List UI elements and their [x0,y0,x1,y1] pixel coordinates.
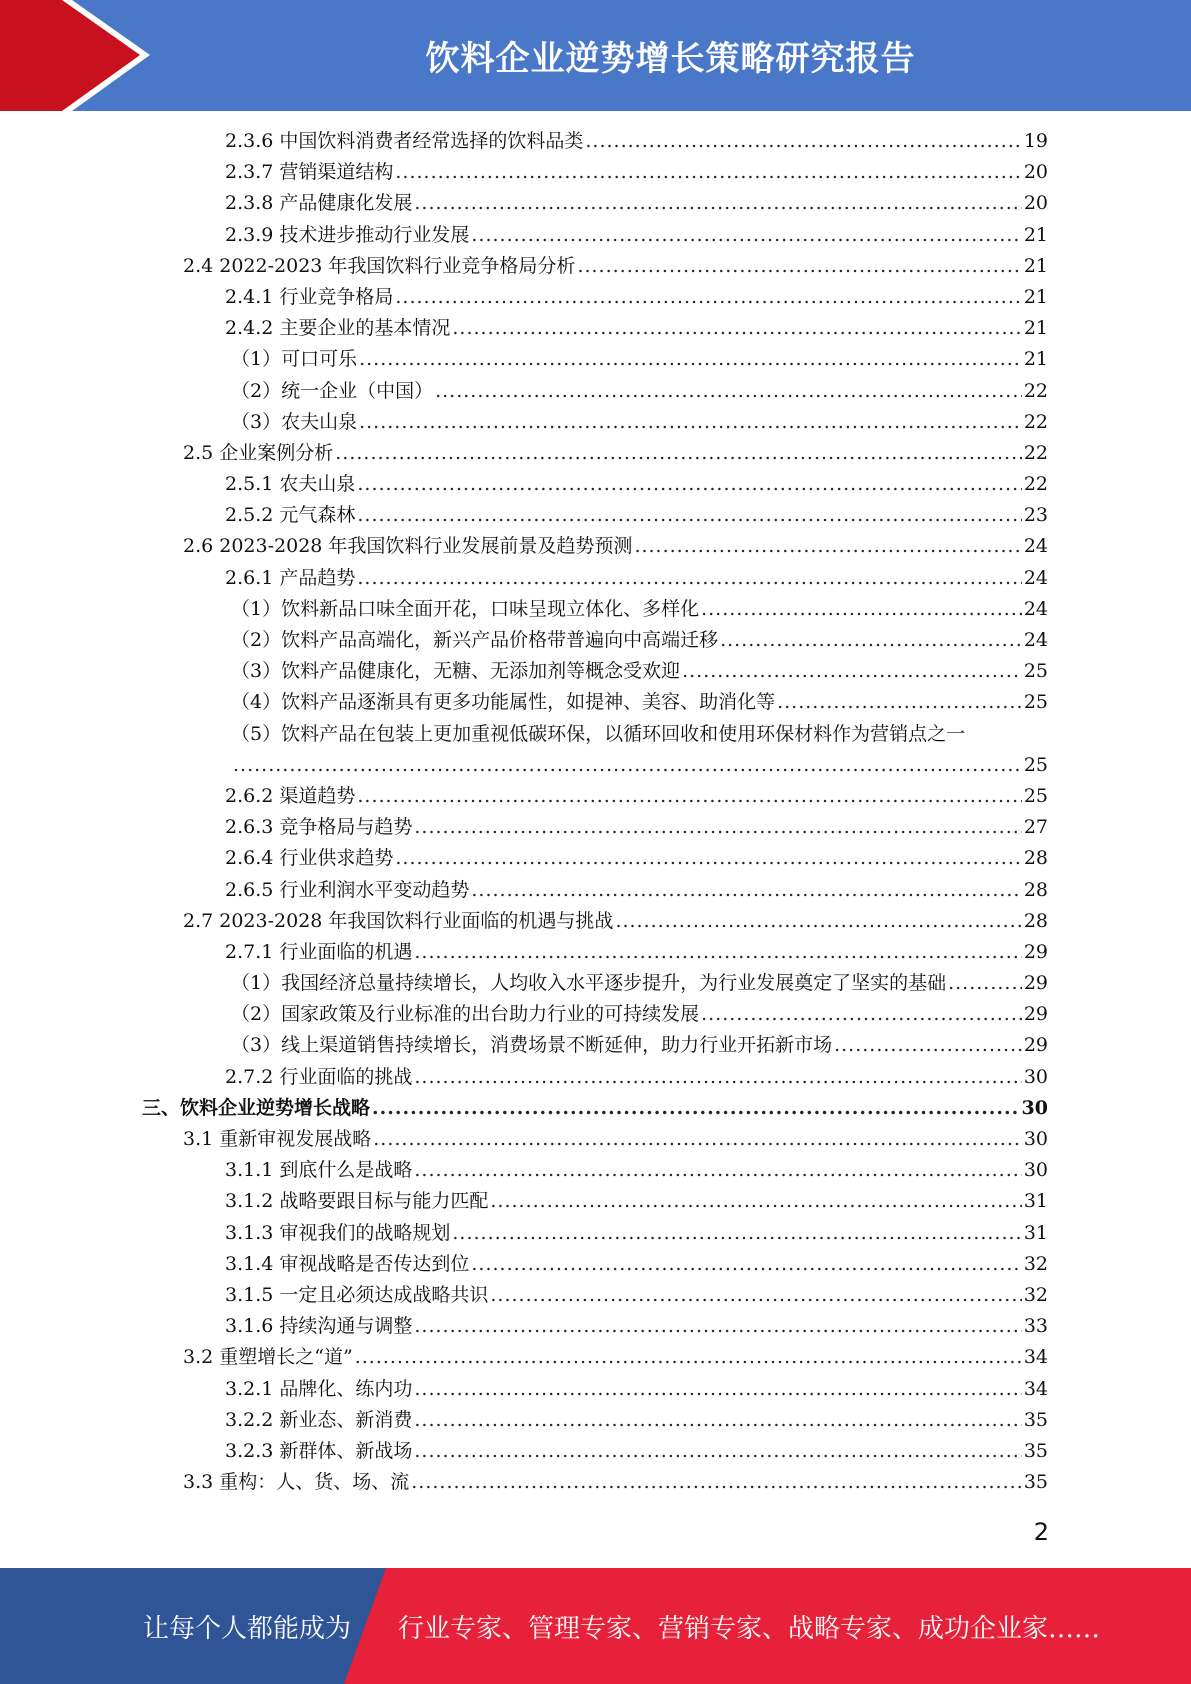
toc-entry-title: 2.6.1 产品趋势 [225,566,356,589]
toc-entry-page: 25 [1023,660,1048,683]
toc-entry[interactable] [0,1405,1191,1436]
toc-entry-page: 29 [1023,1003,1048,1026]
toc-dot-leader [452,313,1021,344]
toc-entry[interactable] [0,563,1191,594]
toc-entry-page: 22 [1023,379,1048,402]
toc-entry-page: 32 [1023,1283,1048,1306]
toc-entry-page: 23 [1023,504,1048,527]
toc-entry-title: （3）农夫山泉 [231,410,358,433]
toc-entry[interactable] [0,812,1191,843]
toc-entry-title: （3）线上渠道销售持续增长，消费场景不断延伸，助力行业开拓新市场 [231,1034,833,1057]
toc-dot-leader [359,407,1022,438]
toc-entry[interactable] [0,313,1191,344]
toc-entry-page: 21 [1023,254,1048,277]
toc-entry-page: 19 [1023,130,1048,152]
toc-entry-title: （2）国家政策及行业标准的出台助力行业的可持续发展 [231,1003,700,1026]
toc-entry-page: 25 [1023,753,1048,776]
toc-entry-page: 22 [1023,441,1048,464]
toc-dot-leader [414,937,1021,968]
toc-dot-leader [777,687,1022,718]
toc-entry[interactable] [0,999,1191,1030]
toc-entry[interactable] [0,1062,1191,1093]
toc-entry-title: （2）统一企业（中国） [231,379,434,402]
toc-entry-title: （1）可口可乐 [231,348,358,371]
toc-entry-title: 3.1 重新审视发展战略 [183,1128,372,1150]
toc-entry-title: 2.7.2 行业面临的挑战 [225,1065,413,1088]
toc-dot-leader [701,594,1022,625]
toc-entry-title: 3.1.4 审视战略是否传达到位 [225,1252,470,1275]
page-footer [0,1568,1191,1684]
toc-dot-leader [634,531,1021,562]
toc-entry-title: 3.2.3 新群体、新战场 [225,1439,413,1462]
toc-entry-page: 31 [1023,1221,1048,1244]
toc-entry-title: 2.6.4 行业供求趋势 [225,847,394,870]
toc-dot-leader [395,843,1021,874]
toc-entry[interactable] [0,1030,1191,1061]
toc-entry-page: 21 [1023,223,1048,246]
toc-dot-leader [577,251,1021,282]
toc-entry-page: 20 [1023,192,1048,215]
toc-dot-leader [355,1342,1022,1373]
toc-entry-title: 2.6.5 行业利润水平变动趋势 [225,878,470,901]
toc-entry[interactable] [0,1124,1191,1155]
toc-entry-page: 28 [1023,878,1048,901]
toc-entry[interactable] [0,968,1191,999]
footer-expert-list: 行业专家、管理专家、营销专家、战略专家、成功企业家…… [398,1613,1101,1644]
toc-entry[interactable] [0,188,1191,219]
toc-entry-title: 3.1.3 审视我们的战略规划 [225,1221,451,1244]
toc-entry[interactable] [0,500,1191,531]
toc-entry[interactable] [0,875,1191,906]
toc-entry-page: 34 [1023,1346,1048,1369]
toc-entry[interactable] [0,407,1191,438]
toc-entry[interactable] [0,594,1191,625]
toc-dot-leader [682,656,1022,687]
toc-entry-title: 三、饮料企业逆势增长战略 [142,1096,371,1119]
toc-entry-title: 2.3.7 营销渠道结构 [225,161,394,184]
toc-entry-page: 25 [1023,784,1048,807]
toc-entry-page: 21 [1023,285,1048,308]
toc-dot-leader [359,344,1022,375]
toc-entry-title: 2.3.8 产品健康化发展 [225,192,413,215]
toc-entry-title: （1）饮料新品口味全面开花，口味呈现立体化、多样化 [231,597,700,620]
toc-entry[interactable] [0,1311,1191,1342]
toc-dot-leader [233,750,1022,781]
toc-entry-page: 33 [1023,1315,1048,1338]
toc-dot-leader [411,1467,1022,1498]
toc-entry[interactable] [0,126,1191,157]
toc-entry-page: 29 [1023,972,1048,995]
header-arrow-graphic [0,0,170,111]
toc-dot-leader [490,1280,1021,1311]
toc-dot-leader [395,157,1021,188]
toc-entry[interactable] [0,157,1191,188]
toc-entry[interactable] [0,376,1191,407]
toc-dot-leader [471,1249,1021,1280]
toc-entry-page: 24 [1023,566,1048,589]
toc-dot-leader [414,1374,1021,1405]
toc-dot-leader [471,220,1021,251]
toc-entry[interactable] [0,1436,1191,1467]
toc-entry-page: 27 [1023,816,1048,839]
toc-dot-leader [357,781,1021,812]
toc-dot-leader [335,438,1022,469]
toc-entry-page: 30 [1021,1096,1048,1119]
toc-dot-leader [585,126,1021,157]
toc-dot-leader [372,1093,1020,1124]
toc-entry-page: 35 [1023,1408,1048,1431]
toc-entry-page: 24 [1023,629,1048,651]
toc-entry-title: 2.7.1 行业面临的机遇 [225,940,413,963]
toc-entry-page: 30 [1023,1065,1048,1088]
toc-entry[interactable] [0,625,1191,656]
toc-dot-leader [414,1062,1021,1093]
toc-entry-page: 25 [1023,691,1048,714]
toc-entry-page: 34 [1023,1377,1048,1400]
toc-entry-title: 3.2.2 新业态、新消费 [225,1408,413,1431]
toc-dot-leader [414,1311,1021,1342]
toc-entry-title: 3.1.2 战略要跟目标与能力匹配 [225,1190,489,1213]
toc-entry[interactable] [0,469,1191,500]
toc-entry-title: （3）饮料产品健康化，无糖、无添加剂等概念受欢迎 [231,660,681,683]
toc-entry[interactable] [0,251,1191,282]
toc-dot-leader [720,625,1022,656]
toc-entry-page: 21 [1023,317,1048,340]
toc-entry[interactable] [0,1467,1191,1498]
toc-entry[interactable] [0,282,1191,313]
toc-entry-title: （4）饮料产品逐渐具有更多功能属性，如提神、美容、助消化等 [231,691,776,714]
toc-entry-page: 30 [1023,1159,1048,1182]
table-of-contents [0,126,1191,1498]
toc-entry-title: （5）饮料产品在包装上更加重视低碳环保，以循环回收和使用环保材料作为营销点之一 [231,722,966,745]
toc-dot-leader [701,999,1022,1030]
footer-slogan: 让每个人都能成为 [143,1613,352,1644]
toc-entry-page: 24 [1023,597,1048,620]
toc-entry-page: 22 [1023,410,1048,433]
toc-entry[interactable] [0,531,1191,562]
toc-entry[interactable] [0,906,1191,937]
toc-dot-leader [373,1124,1022,1155]
toc-entry[interactable] [0,937,1191,968]
toc-entry-title: 2.6 2023-2028 年我国饮料行业发展前景及趋势预测 [183,535,633,558]
toc-entry[interactable] [0,1249,1191,1280]
toc-entry-title: 2.4.2 主要企业的基本情况 [225,317,451,340]
toc-entry-title: 3.1.1 到底什么是战略 [225,1159,413,1182]
page-number: 2 [1033,1518,1049,1546]
report-title: 饮料企业逆势增长策略研究报告 [425,39,916,79]
toc-dot-leader [471,875,1021,906]
toc-dot-leader [414,1405,1021,1436]
toc-entry-title: 3.1.5 一定且必须达成战略共识 [225,1283,489,1306]
toc-entry-title: 2.6.3 竞争格局与趋势 [225,816,413,839]
toc-entry-title: 2.5.1 农夫山泉 [225,473,356,496]
toc-entry-title: 3.2 重塑增长之“道” [183,1346,353,1369]
toc-dot-leader [357,469,1021,500]
toc-entry-page: 20 [1023,161,1048,184]
toc-entry-page: 30 [1023,1128,1048,1150]
toc-dot-leader [615,906,1021,937]
toc-entry[interactable] [0,344,1191,375]
toc-entry-title: 2.3.9 技术进步推动行业发展 [225,223,470,246]
toc-dot-leader [948,968,1022,999]
toc-entry[interactable] [0,1218,1191,1249]
toc-entry-page: 35 [1023,1471,1048,1494]
toc-entry-title: 3.1.6 持续沟通与调整 [225,1315,413,1338]
toc-dot-leader [357,563,1021,594]
toc-entry[interactable] [0,781,1191,812]
page-header [0,0,1191,111]
toc-dot-leader [834,1030,1022,1061]
toc-dot-leader [414,1155,1021,1186]
toc-entry[interactable] [0,719,1191,750]
toc-entry-page: 29 [1023,940,1048,963]
toc-dot-leader [357,500,1021,531]
toc-dot-leader [414,812,1021,843]
toc-dot-leader [414,188,1021,219]
toc-dot-leader [414,1436,1021,1467]
toc-entry-title: （2）饮料产品高端化，新兴产品价格带普遍向中高端迁移 [231,629,719,651]
toc-entry-title: 2.7 2023-2028 年我国饮料行业面临的机遇与挑战 [183,909,614,932]
toc-entry-title: 2.4.1 行业竞争格局 [225,285,394,308]
toc-entry[interactable] [0,1374,1191,1405]
toc-entry[interactable] [0,687,1191,718]
toc-entry[interactable] [0,1342,1191,1373]
toc-dot-leader [435,376,1022,407]
toc-entry[interactable] [0,1155,1191,1186]
toc-entry-page: 21 [1023,348,1048,371]
toc-entry[interactable] [0,750,1191,781]
toc-entry[interactable] [0,843,1191,874]
toc-entry-page: 28 [1023,909,1048,932]
toc-entry-title: 3.3 重构：人、货、场、流 [183,1471,410,1494]
toc-entry[interactable] [0,1186,1191,1217]
toc-entry-title: 2.6.2 渠道趋势 [225,784,356,807]
toc-entry-title: （1）我国经济总量持续增长，人均收入水平逐步提升，为行业发展奠定了坚实的基础 [231,972,947,995]
toc-entry-page: 32 [1023,1252,1048,1275]
toc-dot-leader [490,1186,1021,1217]
toc-entry-title: 2.5.2 元气森林 [225,504,356,527]
toc-entry-title: 2.3.6 中国饮料消费者经常选择的饮料品类 [225,130,584,152]
toc-entry-page: 35 [1023,1439,1048,1462]
toc-entry[interactable] [0,1093,1191,1124]
toc-entry[interactable] [0,438,1191,469]
toc-entry[interactable] [0,656,1191,687]
toc-dot-leader [452,1218,1021,1249]
toc-entry-title: 3.2.1 品牌化、练内功 [225,1377,413,1400]
toc-entry[interactable] [0,220,1191,251]
toc-dot-leader [395,282,1021,313]
toc-entry-page: 22 [1023,473,1048,496]
toc-entry-page: 24 [1023,535,1048,558]
toc-entry-title: 2.4 2022-2023 年我国饮料行业竞争格局分析 [183,254,576,277]
toc-entry-page: 29 [1023,1034,1048,1057]
toc-entry-page: 28 [1023,847,1048,870]
toc-entry[interactable] [0,1280,1191,1311]
toc-entry-title: 2.5 企业案例分析 [183,441,334,464]
toc-entry-page: 31 [1023,1190,1048,1213]
